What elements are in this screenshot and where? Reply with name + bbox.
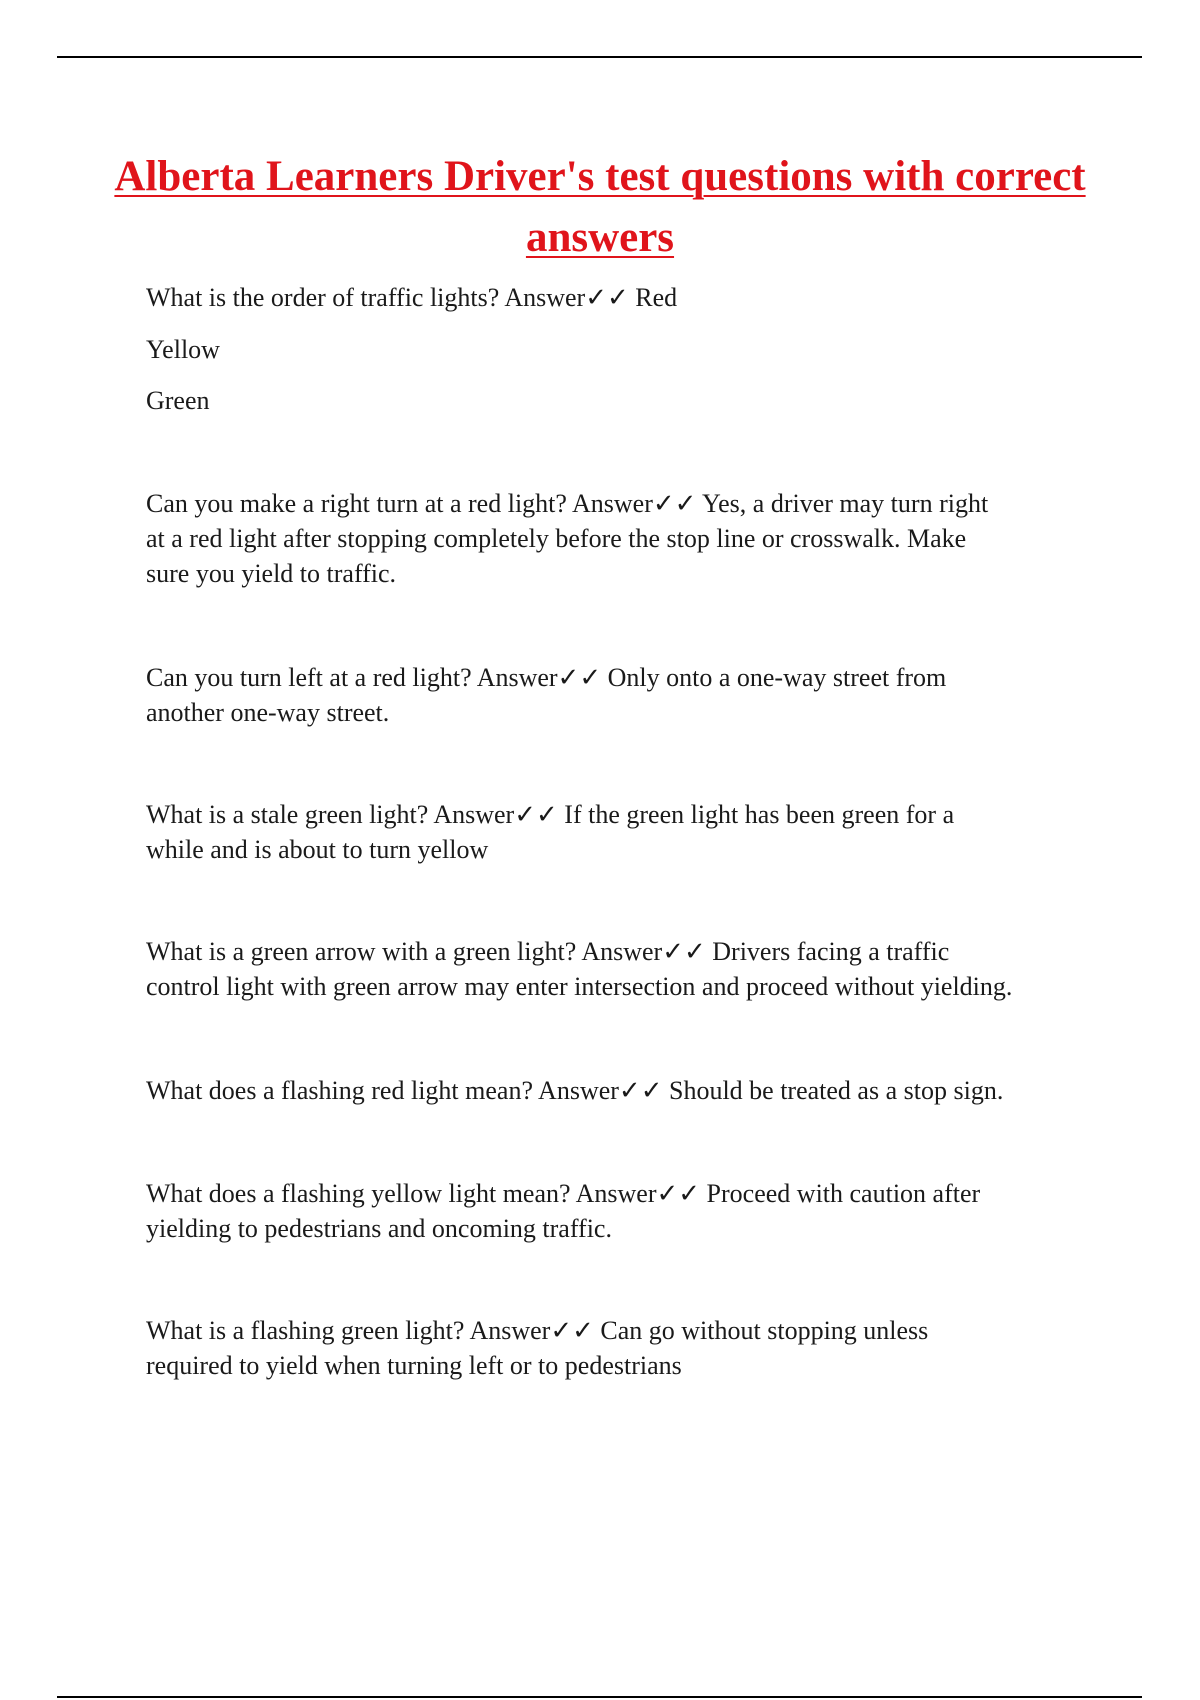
qa-paragraph-stale-green: What is a stale green light? Answer✓✓ If the green light has been green for a while and is about to turn yellow xyxy=(146,800,955,864)
qa-paragraph-green-arrow: What is a green arrow with a green light? Answer✓✓ Drivers facing a traffic control light with green arrow may enter intersection and proceed without yielding. xyxy=(146,937,1013,1001)
qa-paragraph-flashing-red: What does a flashing red light mean? Answer✓✓ Should be treated as a stop sign. xyxy=(146,1076,1004,1105)
document-title: Alberta Learners Driver's test questions with correct answers xyxy=(114,153,1086,261)
answer-line-green: Green xyxy=(146,386,210,415)
qa-paragraph-flashing-yellow: What does a flashing yellow light mean? Answer✓✓ Proceed with caution after yielding to pedestrians and oncoming traffic. xyxy=(146,1179,981,1243)
qa-paragraph-flashing-green: What is a flashing green light? Answer✓✓ Can go without stopping unless required to yield when turning left or to pedestrians xyxy=(146,1316,929,1380)
footer-rule xyxy=(57,1696,1142,1698)
header-rule xyxy=(57,56,1142,58)
qa-paragraph-right-turn-red: Can you make a right turn at a red light? Answer✓✓ Yes, a driver may turn right at a red light after stopping completely before the stop line or crosswalk. Make sure you yield to traffic. xyxy=(146,489,989,588)
qa-paragraph-left-turn-red: Can you turn left at a red light? Answer✓✓ Only onto a one-way street from another one-way street. xyxy=(146,663,947,727)
qa-paragraph-traffic-light-order: What is the order of traffic lights? Answer✓✓ Red xyxy=(146,283,678,312)
answer-line-yellow: Yellow xyxy=(146,335,220,364)
